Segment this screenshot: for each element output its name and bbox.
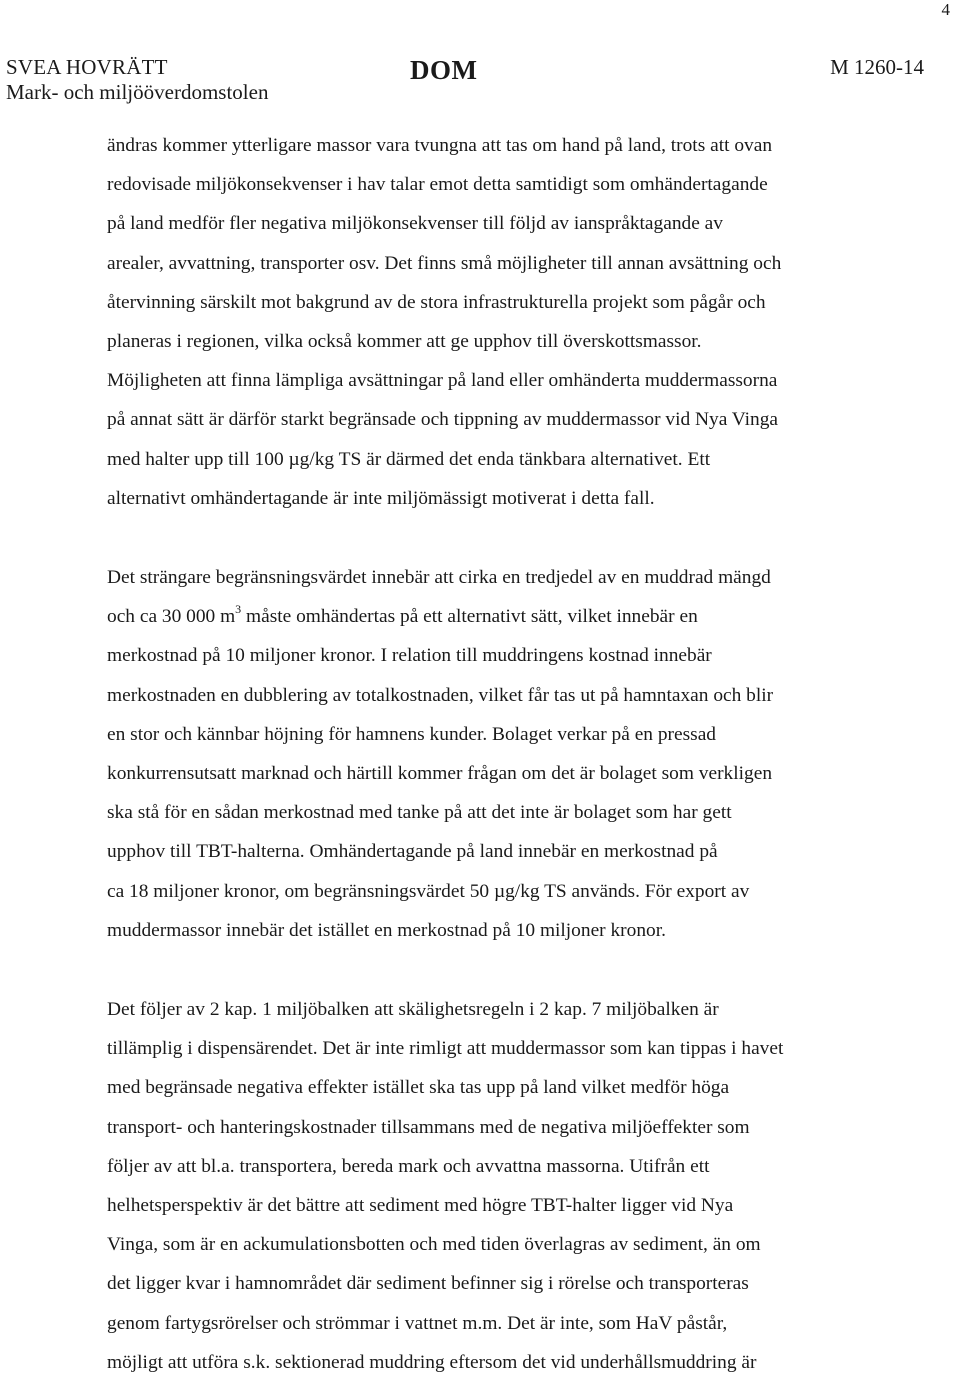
text-line: Det strängare begränsningsvärdet innebär att cirka en tredjedel av en muddrad mängd (107, 567, 771, 588)
text-line: transport- och hanteringskostnader tillsammans med de negativa miljöeffekter som (107, 1116, 750, 1138)
text-line: möjligt att utföra s.k. sektionerad muddring eftersom det vid underhållsmuddring är (107, 1351, 757, 1373)
paragraph-1 (107, 126, 907, 518)
text-line: helhetsperspektiv är det bättre att sediment med högre TBT-halter ligger vid Nya (107, 1194, 734, 1216)
text-line: det ligger kvar i hamnområdet där sediment befinner sig i rörelse och transporteras (107, 1273, 749, 1295)
text-line: tillämplig i dispensärendet. Det är inte rimligt att muddermassor som kan tippas i havet (107, 1038, 784, 1060)
text-line: en stor och kännbar höjning för hamnens kunder. Bolaget verkar på en pressad (107, 723, 717, 745)
text-line: ca 18 miljoner kronor, om begränsningsvärdet 50 µg/kg TS används. För export av (107, 880, 750, 902)
text-line: återvinning särskilt mot bakgrund av de stora infrastrukturella projekt som pågår och (107, 291, 766, 313)
paragraph-2 (107, 558, 907, 950)
text-line: följer av att bl.a. transportera, bereda mark och avvattna massorna. Utifrån ett (107, 1155, 710, 1177)
text-line: upphov till TBT-halterna. Omhändertagande på land innebär en merkostnad på (107, 841, 718, 863)
text-line: alternativt omhändertagande är inte miljömässigt motiverat i detta fall. (107, 487, 655, 509)
text-line: merkostnad på 10 miljoner kronor. I relation till muddringens kostnad innebär (107, 645, 712, 667)
paragraph-3 (107, 990, 907, 1382)
text-line: med begränsade negativa effekter istället ska tas upp på land vilket medför höga (107, 1077, 730, 1099)
text-line: Det följer av 2 kap. 1 miljöbalken att skälighetsregeln i 2 kap. 7 miljöbalken är (107, 999, 719, 1020)
superscript-3: 3 (235, 601, 242, 616)
text-line: på land medför fler negativa miljökonsekvenser till följd av ianspråktagande av (107, 213, 723, 235)
text-line: redovisade miljökonsekvenser i hav talar emot detta samtidigt som omhändertagande (107, 174, 768, 196)
text-line: på annat sätt är därför starkt begränsade och tippning av muddermassor vid Nya Vinga (107, 409, 779, 431)
text-line: merkostnaden en dubblering av totalkostnaden, vilket får tas ut på hamntaxan och blir (107, 684, 774, 706)
text-line: med halter upp till 100 µg/kg TS är därmed det enda tänkbara alternativet. Ett (107, 448, 711, 470)
text-fragment: och ca 30 000 m (107, 606, 236, 628)
text-line: muddermassor innebär det istället en merkostnad på 10 miljoner kronor. (107, 919, 666, 941)
page-number: 4 (941, 0, 950, 19)
text-line: planeras i regionen, vilka också kommer att ge upphov till överskottsmassor. (107, 330, 702, 352)
text-line: Möjligheten att finna lämpliga avsättningar på land eller omhänderta muddermassorna (107, 370, 778, 392)
text-fragment: måste omhändertas på ett alternativt sätt, vilket innebär en (241, 606, 698, 628)
text-line: genom fartygsrörelser och strömmar i vattnet m.m. Det är inte, som HaV påstår, (107, 1312, 728, 1334)
text-line: Vinga, som är en ackumulationsbotten och med tiden överlagras av sediment, än om (107, 1234, 761, 1256)
text-line: arealer, avvattning, transporter osv. Det finns små möjligheter till annan avsättning och (107, 252, 782, 274)
text-line-with-superscript (107, 597, 907, 636)
text-line: konkurrensutsatt marknad och härtill kommer frågan om det är bolaget som verkligen (107, 762, 773, 784)
text-line: ändras kommer ytterligare massor vara tvungna att tas om hand på land, trots att ovan (107, 135, 773, 156)
text-line: ska stå för en sådan merkostnad med tanke på att det inte är bolaget som har gett (107, 802, 732, 824)
court-division: Mark- och miljööverdomstolen (6, 80, 269, 104)
court-name: SVEA HOVRÄTT (6, 55, 168, 79)
case-number: M 1260-14 (830, 55, 924, 79)
document-type: DOM (410, 55, 478, 85)
